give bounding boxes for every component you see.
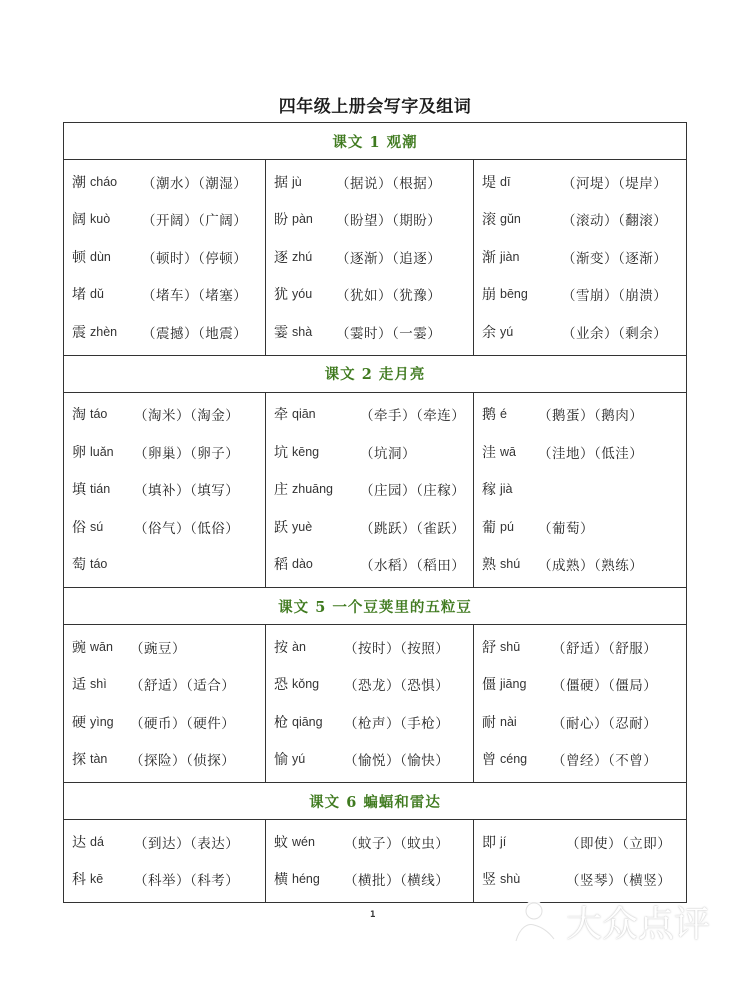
lesson-column [474,820,687,903]
character: 僵 [482,677,496,694]
vocab-entry [72,396,265,434]
vocab-entry [72,861,265,899]
word-combinations: （豌豆） [130,640,186,657]
vocab-entry [482,546,686,584]
lesson-header-row [64,355,687,392]
character: 淘 [72,407,86,424]
character: 按 [274,639,288,656]
lesson-column [266,392,474,588]
vocab-entry [482,313,686,351]
character: 崩 [482,287,496,304]
character: 坑 [274,444,288,461]
pinyin: luǎn [90,444,114,459]
word-combinations: （蚊子）（蚊虫） [344,835,450,852]
character: 堵 [72,287,86,304]
vocab-entry [72,546,265,584]
pinyin: kēng [292,444,320,459]
vocab-entry [72,163,265,201]
word-combinations: （霎时）（一霎） [336,325,442,342]
character: 恐 [274,677,288,694]
vocab-entry [482,861,686,899]
pinyin: wān [90,639,113,654]
pinyin: dī [500,174,511,189]
pinyin: pú [500,519,514,534]
lesson-body-row [64,392,687,588]
lesson-body-row [64,160,687,356]
character: 洼 [482,444,496,461]
document-title: 四年级上册会写字及组词 [278,97,472,117]
lesson-column [64,820,266,903]
word-combinations: （即使）（立即） [566,835,672,852]
word-combinations: （舒适）（舒服） [552,640,658,657]
character: 渐 [482,249,496,266]
character: 堤 [482,174,496,191]
character: 愉 [274,752,288,769]
vocab-entry [274,741,473,779]
character: 跃 [274,519,288,536]
pinyin: wā [500,444,516,459]
vocab-entry [482,823,686,861]
character: 豌 [72,639,86,656]
pinyin: yóu [292,287,313,302]
lesson-header-row [64,783,687,820]
lesson-title: 课文 2 走月亮 [64,355,687,392]
pinyin: wén [292,834,315,849]
pinyin: céng [500,752,528,767]
pinyin: jiāng [500,677,527,692]
pinyin: shà [292,324,313,339]
word-combinations: （淘米）（淘金） [134,408,240,425]
pinyin: zhèn [90,324,118,339]
word-combinations: （洼地）（低洼） [538,445,644,462]
pinyin: jiàn [500,249,520,264]
word-combinations: （卵巢）（卵子） [134,445,240,462]
vocab-entry [72,238,265,276]
character: 达 [72,834,86,851]
vocab-entry [274,163,473,201]
pinyin: kuò [90,212,111,227]
character: 竖 [482,872,496,889]
pinyin: bēng [500,287,528,302]
word-combinations: （潮水）（潮湿） [142,175,248,192]
word-combinations: （葡萄） [538,520,594,537]
pinyin: dùn [90,249,111,264]
word-combinations: （曾经）（不曾） [552,753,658,770]
vocab-entry [482,201,686,239]
character: 舒 [482,639,496,656]
pinyin: tàn [90,752,108,767]
vocab-entry [274,433,473,471]
pinyin: kǒng [292,677,320,692]
pinyin: àn [292,639,306,654]
lesson-body-row [64,625,687,783]
vocab-entry [72,433,265,471]
pinyin: jí [500,834,507,849]
vocab-entry [274,823,473,861]
pinyin: zhú [292,249,313,264]
vocab-entry [274,201,473,239]
vocab-entry [274,276,473,314]
vocab-entry [482,666,686,704]
character: 逐 [274,249,288,266]
character: 滚 [482,212,496,229]
pinyin: kē [90,872,104,887]
character: 盼 [274,212,288,229]
word-combinations: （耐心）（忍耐） [552,715,658,732]
word-combinations: （鹅蛋）（鹅肉） [538,408,644,425]
pinyin: dǔ [90,287,104,302]
character: 科 [72,872,86,889]
word-combinations: （据说）（根据） [336,175,442,192]
word-combinations: （雪崩）（崩溃） [562,288,668,305]
character: 蚊 [274,834,288,851]
watermark-text: 大众点评 [566,904,711,945]
vocab-entry [482,163,686,201]
character: 庄 [274,482,288,499]
vocab-entry [482,276,686,314]
character: 阔 [72,212,86,229]
word-combinations: （竖琴）（横竖） [566,873,672,890]
pinyin: yuè [292,519,313,534]
word-combinations: （震撼）（地震） [142,325,248,342]
vocab-entry [274,703,473,741]
pinyin: táo [90,557,108,572]
pinyin: dào [292,557,313,572]
vocab-entry [274,666,473,704]
pinyin: yú [292,752,306,767]
word-combinations: （到达）（表达） [134,835,240,852]
pinyin: cháo [90,174,118,189]
vocab-entry [482,628,686,666]
vocab-entry [274,238,473,276]
word-combinations: （科举）（科考） [134,873,240,890]
vocab-entry [482,471,686,509]
pinyin: tián [90,482,111,497]
word-combinations: （填补）（填写） [134,483,240,500]
vocab-entry [72,628,265,666]
character: 适 [72,677,86,694]
word-combinations: （恐龙）（恐惧） [344,678,450,695]
word-combinations: （水稻）（稻田） [360,558,466,575]
word-combinations: （枪声）（手枪） [344,715,450,732]
character: 牵 [274,407,288,424]
pinyin: héng [292,872,320,887]
character: 即 [482,834,496,851]
pinyin: shū [500,639,521,654]
vocab-entry [72,508,265,546]
vocab-entry [72,313,265,351]
lesson-column [474,392,687,588]
lesson-column [266,160,474,356]
pinyin: qiān [292,407,316,422]
lesson-body-row [64,820,687,903]
pinyin: nài [500,714,517,729]
character: 横 [274,872,288,889]
word-combinations: （顿时）（停顿） [142,250,248,267]
lesson-header-row [64,123,687,160]
pinyin: shù [500,872,521,887]
pinyin: jià [500,482,513,497]
character: 萄 [72,557,86,574]
pinyin: dá [90,834,104,849]
character: 据 [274,174,288,191]
pinyin: yìng [90,714,114,729]
vocab-entry [72,471,265,509]
lesson-title: 课文 5 一个豆荚里的五粒豆 [64,588,687,625]
word-combinations: （河堤）（堤岸） [562,175,668,192]
lesson-column [64,160,266,356]
character: 硬 [72,714,86,731]
lesson-column [266,625,474,783]
lesson-column [64,392,266,588]
character: 震 [72,324,86,341]
character: 枪 [274,714,288,731]
word-combinations: （逐渐）（追逐） [336,250,442,267]
lesson-column [266,820,474,903]
word-combinations: （硬币）（硬件） [130,715,236,732]
character: 熟 [482,557,496,574]
lesson-header-row [64,588,687,625]
vocab-entry [274,313,473,351]
pinyin: jù [292,174,302,189]
word-combinations: （僵硬）（僵局） [552,678,658,695]
character: 潮 [72,174,86,191]
character: 稻 [274,557,288,574]
character: 俗 [72,519,86,536]
word-combinations: （犹如）（犹豫） [336,288,442,305]
vocabulary-table [63,122,687,903]
pinyin: zhuāng [292,482,334,497]
character: 犹 [274,287,288,304]
word-combinations: （按时）（按照） [344,640,450,657]
word-combinations: （愉悦）（愉快） [344,753,450,770]
character: 探 [72,752,86,769]
lesson-title: 课文 6 蝙蝠和雷达 [64,783,687,820]
vocab-entry [274,471,473,509]
vocab-entry [72,741,265,779]
word-combinations: （横批）（横线） [344,873,450,890]
word-combinations: （滚动）（翻滚） [562,213,668,230]
pinyin: yú [500,324,514,339]
vocab-entry [72,276,265,314]
character: 鹅 [482,407,496,424]
word-combinations: （俗气）（低俗） [134,520,240,537]
lesson-column [474,625,687,783]
character: 霎 [274,324,288,341]
vocab-entry [72,703,265,741]
vocab-entry [72,823,265,861]
word-combinations: （渐变）（逐渐） [562,250,668,267]
character: 卵 [72,444,86,461]
vocab-entry [274,508,473,546]
word-combinations: （坑洞） [360,445,416,462]
dianping-person-icon [512,899,558,945]
vocab-entry [274,628,473,666]
pinyin: pàn [292,212,313,227]
pinyin: gǔn [500,212,521,227]
vocab-entry [72,201,265,239]
character: 曾 [482,752,496,769]
word-combinations: （探险）（侦探） [130,753,236,770]
lesson-column [64,625,266,783]
vocab-entry [482,433,686,471]
character: 余 [482,324,496,341]
vocab-entry [482,703,686,741]
word-combinations: （业余）（剩余） [562,325,668,342]
pinyin: shú [500,557,521,572]
vocab-entry [274,546,473,584]
lesson-title: 课文 1 观潮 [64,123,687,160]
vocab-entry [274,861,473,899]
word-combinations: （舒适）（适合） [130,678,236,695]
word-combinations: （成熟）（熟练） [538,558,644,575]
word-combinations: （堵车）（堵塞） [142,288,248,305]
vocab-entry [482,508,686,546]
pinyin: qiāng [292,714,323,729]
character: 葡 [482,519,496,536]
page-number: 1 [370,910,376,920]
watermark [512,896,710,947]
character: 稼 [482,482,496,499]
vocab-entry [72,666,265,704]
pinyin: táo [90,407,108,422]
pinyin: é [500,407,507,422]
word-combinations: （盼望）（期盼） [336,213,442,230]
pinyin: sú [90,519,104,534]
vocab-entry [482,741,686,779]
character: 填 [72,482,86,499]
pinyin: shì [90,677,107,692]
word-combinations: （庄园）（庄稼） [360,483,466,500]
word-combinations: （开阔）（广阔） [142,213,248,230]
word-combinations: （跳跃）（雀跃） [360,520,466,537]
vocab-entry [482,396,686,434]
vocab-entry [482,238,686,276]
lesson-column [474,160,687,356]
character: 耐 [482,714,496,731]
vocab-entry [274,396,473,434]
character: 顿 [72,249,86,266]
word-combinations: （牵手）（牵连） [360,408,466,425]
